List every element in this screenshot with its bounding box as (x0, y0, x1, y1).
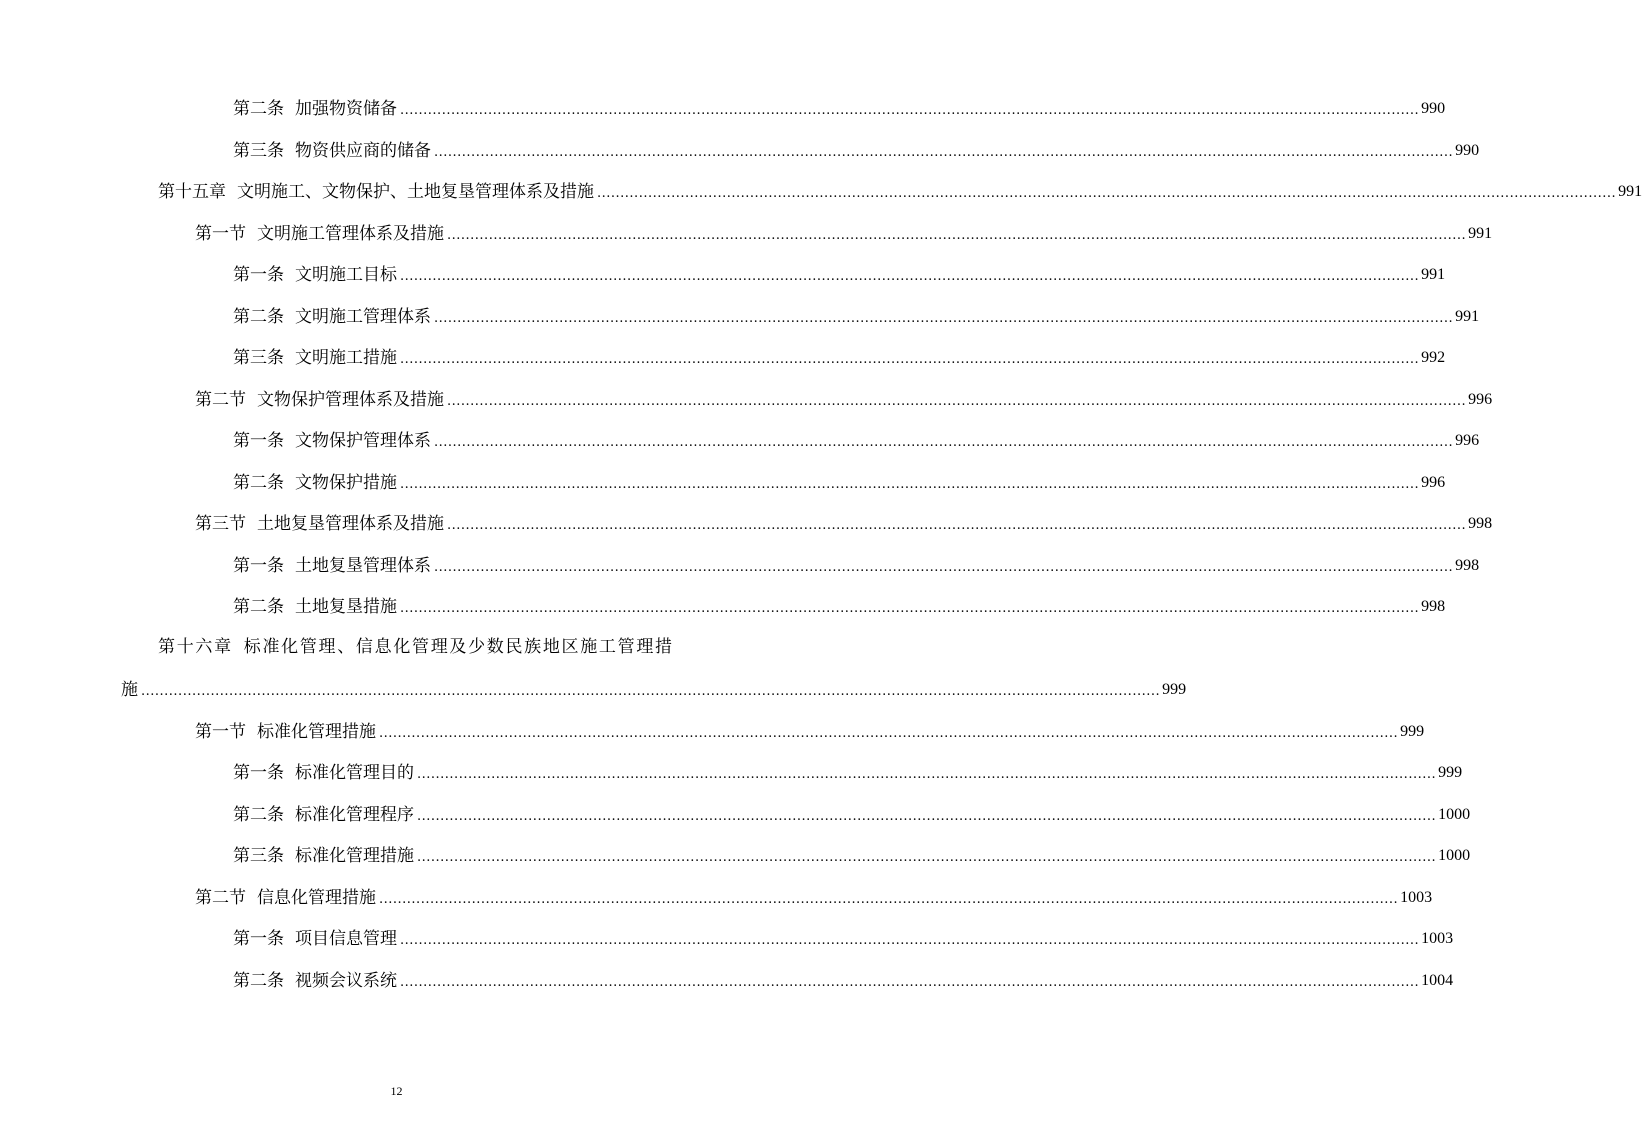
toc-entry[interactable] (195, 221, 1493, 245)
toc-entry-page: 1000 (1438, 847, 1471, 864)
toc-dot-leader: ............................................................................................................................................................................................................................ (379, 726, 1399, 741)
toc-entry-title: 文明施工目标 (295, 265, 397, 285)
toc-entry-page: 1000 (1438, 806, 1471, 823)
page-number: 12 (390, 1084, 403, 1098)
toc-entry[interactable] (233, 262, 1446, 286)
toc-entry-title: 加强物资储备 (295, 99, 397, 119)
toc-entry[interactable] (195, 511, 1493, 535)
toc-entry[interactable] (233, 802, 1471, 826)
toc-entry[interactable] (195, 719, 1425, 743)
toc-entry-number: 第二条 (233, 971, 284, 991)
toc-entry[interactable] (233, 304, 1480, 328)
toc-entry-title: 信息化管理措施 (257, 888, 376, 908)
toc-entry-number: 第一条 (233, 556, 284, 576)
toc-entry[interactable] (233, 843, 1471, 867)
toc-dot-leader: ............................................................................................................................................................................................................................ (400, 103, 1420, 118)
toc-dot-leader: ............................................................................................................................................................................................................................ (400, 975, 1420, 990)
toc-entry-title: 标准化管理目的 (295, 763, 414, 783)
toc-entry-title: 土地复垦管理体系 (295, 556, 431, 576)
toc-entry-chapter-line1[interactable] (158, 636, 672, 660)
toc-entry[interactable] (233, 926, 1454, 950)
toc-dot-leader: ............................................................................................................................................................................................................................ (400, 269, 1420, 284)
toc-entry[interactable] (233, 96, 1446, 120)
toc-entry-title: 文物保护管理体系及措施 (257, 390, 444, 410)
toc-entry-number: 第十六章 (158, 637, 233, 657)
toc-entry-page: 996 (1455, 432, 1480, 449)
toc-entry-number: 第三节 (195, 514, 246, 534)
toc-entry-title-continuation: 施 (121, 680, 138, 700)
toc-entry-page: 1003 (1421, 930, 1454, 947)
toc-entry-title: 标准化管理、信息化管理及少数民族地区施工管理措 (243, 637, 673, 657)
toc-entry-number: 第一节 (195, 722, 246, 742)
toc-entry-number: 第三条 (233, 348, 284, 368)
toc-dot-leader: ............................................................................................................................................................................................................................ (597, 186, 1617, 201)
toc-entry[interactable] (195, 885, 1433, 909)
toc-entry-number: 第十五章 (158, 182, 226, 202)
toc-entry-number: 第二条 (233, 597, 284, 617)
toc-entry-page: 991 (1455, 308, 1480, 325)
toc-entry-number: 第一节 (195, 224, 246, 244)
toc-entry-title: 标准化管理程序 (295, 805, 414, 825)
toc-entry-page: 992 (1421, 349, 1446, 366)
toc-entry-number: 第二条 (233, 473, 284, 493)
toc-entry-title: 文物保护管理体系 (295, 431, 431, 451)
toc-dot-leader: ............................................................................................................................................................................................................................ (434, 435, 1454, 450)
toc-entry[interactable] (233, 553, 1480, 577)
toc-entry-title: 土地复垦措施 (295, 597, 397, 617)
toc-entry-number: 第二节 (195, 390, 246, 410)
toc-entry-number: 第二节 (195, 888, 246, 908)
toc-entry-page: 991 (1421, 266, 1446, 283)
toc-dot-leader: ............................................................................................................................................................................................................................ (417, 767, 1437, 782)
toc-entry-number: 第二条 (233, 99, 284, 119)
toc-entry-number: 第一条 (233, 265, 284, 285)
toc-entry-number: 第一条 (233, 431, 284, 451)
toc-entry-page: 998 (1455, 557, 1480, 574)
toc-entry-title: 文明施工、文物保护、土地复垦管理体系及措施 (237, 182, 594, 202)
toc-dot-leader: ............................................................................................................................................................................................................................ (400, 352, 1420, 367)
toc-entry-title: 文明施工管理体系 (295, 307, 431, 327)
toc-entry[interactable] (233, 428, 1480, 452)
toc-entry-page: 998 (1468, 515, 1493, 532)
toc-dot-leader: ............................................................................................................................................................................................................................ (417, 850, 1437, 865)
toc-dot-leader: ............................................................................................................................................................................................................................ (379, 892, 1399, 907)
toc-entry-title: 标准化管理措施 (257, 722, 376, 742)
toc-entry-page: 990 (1421, 100, 1446, 117)
toc-entry-page: 999 (1400, 723, 1425, 740)
toc-dot-leader: ............................................................................................................................................................................................................................ (434, 311, 1454, 326)
toc-dot-leader: ............................................................................................................................................................................................................................ (447, 518, 1467, 533)
toc-entry-title: 标准化管理措施 (295, 846, 414, 866)
toc-entry-number: 第一条 (233, 763, 284, 783)
toc-entry[interactable] (233, 345, 1446, 369)
toc-entry-chapter-line2[interactable] (121, 677, 1187, 701)
toc-entry-page: 1004 (1421, 972, 1454, 989)
toc-entry[interactable] (233, 138, 1480, 162)
toc-entry-title: 项目信息管理 (295, 929, 397, 949)
toc-entry-title: 土地复垦管理体系及措施 (257, 514, 444, 534)
toc-entry-page: 999 (1162, 681, 1187, 698)
toc-dot-leader: ............................................................................................................................................................................................................................ (447, 394, 1467, 409)
toc-dot-leader: ............................................................................................................................................................................................................................ (417, 809, 1437, 824)
toc-entry-page: 990 (1455, 142, 1480, 159)
toc-entry[interactable] (195, 387, 1493, 411)
toc-entry-chapter[interactable] (158, 179, 1642, 203)
toc-entry[interactable] (233, 968, 1454, 992)
toc-entry-page: 999 (1438, 764, 1463, 781)
toc-entry[interactable] (233, 594, 1446, 618)
toc-entry-number: 第二条 (233, 805, 284, 825)
toc-entry-title: 文明施工管理体系及措施 (257, 224, 444, 244)
toc-entry-title: 视频会议系统 (295, 971, 397, 991)
toc-entry-page: 996 (1468, 391, 1493, 408)
toc-entry-number: 第二条 (233, 307, 284, 327)
toc-entry-number: 第一条 (233, 929, 284, 949)
toc-entry-title: 文明施工措施 (295, 348, 397, 368)
toc-entry-page: 998 (1421, 598, 1446, 615)
toc-entry-page: 1003 (1400, 889, 1433, 906)
toc-dot-leader: ............................................................................................................................................................................................................................ (434, 560, 1454, 575)
toc-entry-page: 991 (1468, 225, 1493, 242)
toc-entry-page: 991 (1618, 183, 1642, 200)
toc-entry-number: 第三条 (233, 141, 284, 161)
toc-entry[interactable] (233, 470, 1446, 494)
toc-entry[interactable] (233, 760, 1463, 784)
toc-entry-number: 第三条 (233, 846, 284, 866)
toc-dot-leader: ............................................................................................................................................................................................................................ (400, 477, 1420, 492)
toc-entry-page: 996 (1421, 474, 1446, 491)
toc-entry-title: 文物保护措施 (295, 473, 397, 493)
toc-dot-leader: ............................................................................................................................................................................................................................ (400, 601, 1420, 616)
toc-dot-leader: ............................................................................................................................................................................................................................ (141, 684, 1161, 699)
toc-entry-title: 物资供应商的储备 (295, 141, 431, 161)
toc-dot-leader: ............................................................................................................................................................................................................................ (447, 228, 1467, 243)
toc-dot-leader: ............................................................................................................................................................................................................................ (434, 145, 1454, 160)
toc-dot-leader: ............................................................................................................................................................................................................................ (400, 933, 1420, 948)
